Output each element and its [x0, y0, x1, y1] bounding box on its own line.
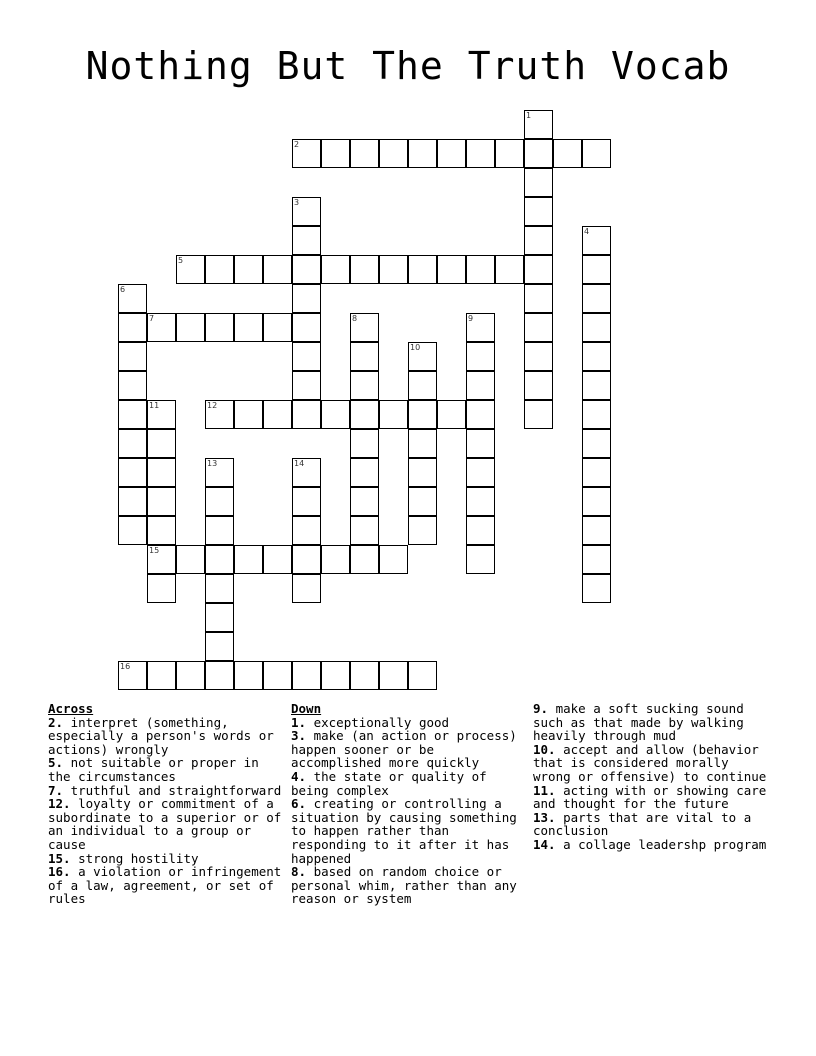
grid-cell[interactable]: [466, 458, 495, 487]
grid-cell[interactable]: [234, 545, 263, 574]
grid-cell[interactable]: [147, 429, 176, 458]
grid-cell[interactable]: [321, 545, 350, 574]
grid-cell[interactable]: [524, 110, 553, 139]
grid-cell[interactable]: [350, 429, 379, 458]
grid-cell[interactable]: [292, 284, 321, 313]
grid-cell[interactable]: [292, 371, 321, 400]
clue-number: 10.: [533, 741, 556, 757]
grid-cell[interactable]: [408, 342, 437, 371]
grid-cell[interactable]: [408, 516, 437, 545]
grid-cell[interactable]: [466, 313, 495, 342]
grid-cell[interactable]: [350, 545, 379, 574]
cell-number: 11: [149, 401, 160, 410]
grid-cell[interactable]: [582, 284, 611, 313]
grid-cell[interactable]: [524, 371, 553, 400]
grid-cell[interactable]: [263, 313, 292, 342]
cell-number: 6: [120, 285, 126, 294]
grid-cell[interactable]: [582, 574, 611, 603]
grid-cell[interactable]: [582, 313, 611, 342]
grid-cell[interactable]: [408, 371, 437, 400]
grid-cell[interactable]: [350, 255, 379, 284]
grid-cell[interactable]: [379, 400, 408, 429]
clue-11: [533, 784, 773, 811]
grid-cell[interactable]: [582, 255, 611, 284]
clue-5: [48, 756, 286, 783]
clue-number: 1.: [291, 714, 307, 730]
clue-2: [48, 716, 286, 757]
grid-cell[interactable]: [495, 255, 524, 284]
grid-cell[interactable]: [176, 661, 205, 690]
grid-cell[interactable]: [495, 139, 524, 168]
clue-number: 2.: [48, 714, 64, 730]
grid-cell[interactable]: [205, 574, 234, 603]
grid-cell[interactable]: [408, 458, 437, 487]
across-heading: Across: [48, 701, 94, 716]
grid-cell[interactable]: [553, 139, 582, 168]
grid-cell[interactable]: [118, 516, 147, 545]
grid-cell[interactable]: [118, 342, 147, 371]
grid-cell[interactable]: [118, 487, 147, 516]
grid-cell[interactable]: [118, 371, 147, 400]
grid-cell[interactable]: [350, 661, 379, 690]
cell-number: 14: [294, 459, 305, 468]
grid-cell[interactable]: [524, 168, 553, 197]
grid-cell[interactable]: [408, 139, 437, 168]
cell-number: 13: [207, 459, 218, 468]
grid-cell[interactable]: [321, 255, 350, 284]
grid-cell[interactable]: [437, 139, 466, 168]
clue-number: 9.: [533, 701, 549, 716]
grid-cell[interactable]: [524, 313, 553, 342]
down-clues-continued: [533, 702, 773, 852]
clue-3: [291, 729, 529, 770]
grid-cell[interactable]: [263, 400, 292, 429]
clue-number: 15.: [48, 850, 71, 866]
grid-cell[interactable]: [350, 313, 379, 342]
grid-cell[interactable]: [205, 603, 234, 632]
down-clues: [291, 702, 529, 906]
grid-cell[interactable]: [524, 342, 553, 371]
grid-cell[interactable]: [205, 632, 234, 661]
grid-cell[interactable]: [147, 574, 176, 603]
grid-cell[interactable]: [118, 429, 147, 458]
grid-cell[interactable]: [292, 313, 321, 342]
grid-cell[interactable]: [292, 487, 321, 516]
clue-number: 11.: [533, 782, 556, 798]
grid-cell[interactable]: [350, 516, 379, 545]
grid-cell[interactable]: [292, 197, 321, 226]
grid-cell[interactable]: [582, 429, 611, 458]
grid-cell[interactable]: [437, 400, 466, 429]
grid-cell[interactable]: [524, 226, 553, 255]
cell-number: 2: [294, 140, 300, 149]
clue-1: [291, 716, 529, 730]
clue-7: [48, 784, 286, 798]
grid-cell[interactable]: [263, 545, 292, 574]
clue-number: 16.: [48, 864, 71, 880]
cell-number: 16: [120, 662, 131, 671]
grid-cell[interactable]: [466, 371, 495, 400]
grid-cell[interactable]: [408, 487, 437, 516]
grid-cell[interactable]: [147, 545, 176, 574]
cell-number: 12: [207, 401, 218, 410]
grid-cell[interactable]: [205, 400, 234, 429]
clue-number: 3.: [291, 728, 307, 744]
grid-cell[interactable]: [466, 545, 495, 574]
cell-number: 5: [178, 256, 184, 265]
grid-cell[interactable]: [350, 342, 379, 371]
grid-cell[interactable]: [176, 313, 205, 342]
grid-cell[interactable]: [350, 400, 379, 429]
grid-cell[interactable]: [437, 255, 466, 284]
clue-10: [533, 743, 773, 784]
page-title: Nothing But The Truth Vocab: [85, 44, 731, 88]
clue-4: [291, 770, 529, 797]
clue-text: parts that are vital to a conclusion: [533, 809, 752, 839]
grid-cell[interactable]: [292, 255, 321, 284]
clue-text: strong hostility: [70, 850, 199, 866]
grid-cell[interactable]: [350, 371, 379, 400]
grid-cell[interactable]: [292, 661, 321, 690]
cell-number: 4: [584, 227, 590, 236]
grid-cell[interactable]: [466, 429, 495, 458]
clue-12: [48, 797, 286, 851]
cell-number: 7: [149, 314, 155, 323]
grid-cell[interactable]: [379, 545, 408, 574]
grid-cell[interactable]: [408, 400, 437, 429]
clue-text: acting with or showing care and thought for the future: [533, 782, 767, 812]
grid-cell[interactable]: [350, 487, 379, 516]
clue-text: creating or controlling a situation by causing something to happen rather than responding to it after it has happened: [291, 796, 517, 866]
grid-cell[interactable]: [524, 284, 553, 313]
cell-number: 8: [352, 314, 358, 323]
grid-cell[interactable]: [147, 487, 176, 516]
grid-cell[interactable]: [582, 226, 611, 255]
grid-cell[interactable]: [292, 574, 321, 603]
grid-cell[interactable]: [118, 284, 147, 313]
cell-number: 9: [468, 314, 474, 323]
grid-cell[interactable]: [234, 255, 263, 284]
grid-cell[interactable]: [582, 342, 611, 371]
grid-cell[interactable]: [379, 255, 408, 284]
grid-cell[interactable]: [292, 516, 321, 545]
clue-text: make (an action or process) happen sooner or be accomplished more quickly: [291, 728, 517, 771]
grid-cell[interactable]: [118, 313, 147, 342]
grid-cell[interactable]: [292, 545, 321, 574]
grid-cell[interactable]: [466, 255, 495, 284]
grid-cell[interactable]: [350, 139, 379, 168]
cell-number: 15: [149, 546, 160, 555]
grid-cell[interactable]: [205, 255, 234, 284]
clue-number: 5.: [48, 755, 64, 771]
cell-number: 1: [526, 111, 532, 120]
grid-cell[interactable]: [582, 545, 611, 574]
grid-cell[interactable]: [205, 458, 234, 487]
grid-cell[interactable]: [524, 400, 553, 429]
clue-number: 8.: [291, 864, 307, 880]
clue-number: 12.: [48, 796, 71, 812]
clue-number: 13.: [533, 809, 556, 825]
grid-cell[interactable]: [582, 400, 611, 429]
clue-text: based on random choice or personal whim, rather than any reason or system: [291, 864, 517, 907]
grid-cell[interactable]: [321, 400, 350, 429]
grid-cell[interactable]: [147, 400, 176, 429]
grid-cell[interactable]: [524, 197, 553, 226]
clue-text: exceptionally good: [306, 714, 450, 730]
grid-cell[interactable]: [582, 371, 611, 400]
grid-cell[interactable]: [466, 400, 495, 429]
grid-cell[interactable]: [582, 458, 611, 487]
grid-cell[interactable]: [466, 342, 495, 371]
grid-cell[interactable]: [408, 255, 437, 284]
clue-14: [533, 838, 773, 852]
clue-8: [291, 865, 529, 906]
grid-cell[interactable]: [292, 458, 321, 487]
clue-number: 14.: [533, 836, 556, 852]
grid-cell[interactable]: [321, 661, 350, 690]
grid-cell[interactable]: [147, 661, 176, 690]
clue-6: [291, 797, 529, 865]
cell-number: 10: [410, 343, 421, 352]
grid-cell[interactable]: [234, 661, 263, 690]
clue-text: make a soft sucking sound such as that made by walking heavily through mud: [533, 701, 744, 744]
clue-number: 6.: [291, 796, 307, 812]
grid-cell[interactable]: [118, 400, 147, 429]
grid-cell[interactable]: [263, 255, 292, 284]
grid-cell[interactable]: [234, 313, 263, 342]
grid-cell[interactable]: [147, 516, 176, 545]
clue-text: accept and allow (behavior that is considered morally wrong or offensive) to continue: [533, 741, 767, 784]
clue-text: the state or quality of being complex: [291, 768, 487, 798]
grid-cell[interactable]: [466, 516, 495, 545]
clue-text: truthful and straightforward: [63, 782, 282, 798]
grid-cell[interactable]: [321, 139, 350, 168]
grid-cell[interactable]: [350, 458, 379, 487]
grid-cell[interactable]: [379, 661, 408, 690]
clue-15: [48, 852, 286, 866]
clue-number: 7.: [48, 782, 64, 798]
grid-cell[interactable]: [147, 313, 176, 342]
grid-cell[interactable]: [466, 139, 495, 168]
grid-cell[interactable]: [118, 458, 147, 487]
grid-cell[interactable]: [582, 516, 611, 545]
across-clues: [48, 702, 286, 906]
clue-13: [533, 811, 773, 838]
grid-cell[interactable]: [292, 342, 321, 371]
grid-cell[interactable]: [205, 661, 234, 690]
grid-cell[interactable]: [582, 139, 611, 168]
grid-cell[interactable]: [234, 400, 263, 429]
grid-cell[interactable]: [205, 313, 234, 342]
grid-cell[interactable]: [118, 661, 147, 690]
cell-number: 3: [294, 198, 300, 207]
grid-cell[interactable]: [524, 255, 553, 284]
clue-text: a collage leadershp program: [555, 836, 767, 852]
grid-cell[interactable]: [176, 255, 205, 284]
clue-number: 4.: [291, 768, 307, 784]
grid-cell[interactable]: [292, 139, 321, 168]
clue-text: a violation or infringement of a law, agreement, or set of rules: [48, 864, 282, 907]
grid-cell[interactable]: [205, 487, 234, 516]
down-heading: Down: [291, 701, 322, 716]
grid-cell[interactable]: [263, 661, 292, 690]
grid-cell[interactable]: [147, 458, 176, 487]
clue-text: interpret (something, especially a person's words or actions) wrongly: [48, 714, 274, 757]
grid-cell[interactable]: [292, 226, 321, 255]
clue-text: loyalty or commitment of a subordinate to a superior or of an individual to a group or cause: [48, 796, 282, 852]
grid-cell[interactable]: [466, 487, 495, 516]
grid-cell[interactable]: [582, 487, 611, 516]
clue-9: [533, 702, 773, 743]
clue-16: [48, 865, 286, 906]
grid-cell[interactable]: [205, 545, 234, 574]
grid-cell[interactable]: [176, 545, 205, 574]
grid-cell[interactable]: [408, 429, 437, 458]
clue-text: not suitable or proper in the circumstances: [48, 755, 259, 784]
grid-cell[interactable]: [524, 139, 553, 168]
grid-cell[interactable]: [408, 661, 437, 690]
grid-cell[interactable]: [292, 400, 321, 429]
grid-cell[interactable]: [379, 139, 408, 168]
grid-cell[interactable]: [205, 516, 234, 545]
